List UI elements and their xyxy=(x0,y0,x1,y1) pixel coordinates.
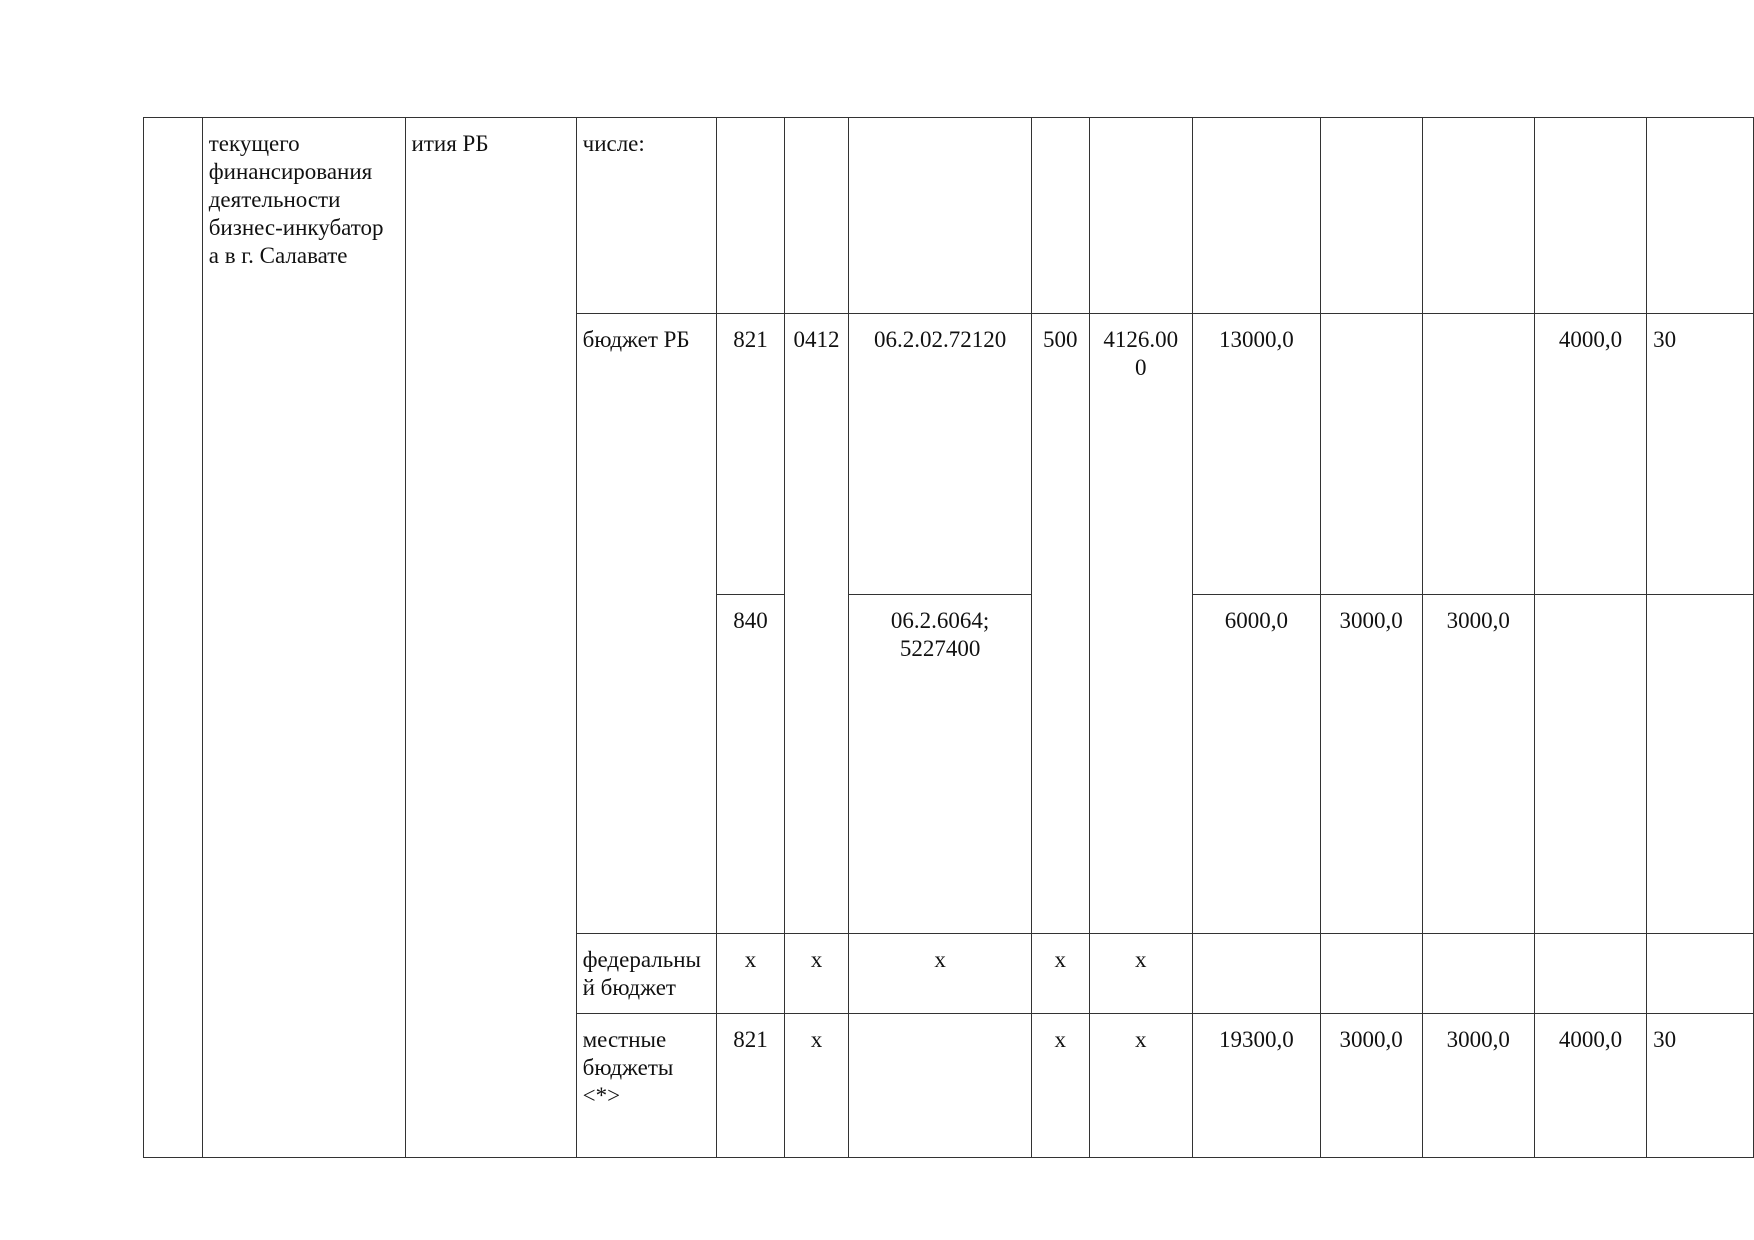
cell-year-1 xyxy=(1320,118,1422,314)
cell-year-4: 30 xyxy=(1647,1014,1754,1158)
cell-year-1: 3000,0 xyxy=(1320,1014,1422,1158)
cell-csr: х xyxy=(849,934,1032,1014)
cell-total: 6000,0 xyxy=(1193,595,1321,934)
cell-total: 13000,0 xyxy=(1193,314,1321,595)
cell-source: федеральны й бюджет xyxy=(576,934,717,1014)
cell-total xyxy=(1193,934,1321,1014)
cell-total: 19300,0 xyxy=(1193,1014,1321,1158)
cell-vr xyxy=(1032,118,1089,314)
cell-rzpr: х xyxy=(784,934,848,1014)
cell-code: х xyxy=(1089,1014,1192,1158)
cell-year-3: 4000,0 xyxy=(1534,1014,1646,1158)
cell-vr: 500 xyxy=(1032,314,1089,934)
cell-csr: 06.2.02.72120 xyxy=(849,314,1032,595)
cell-csr xyxy=(849,118,1032,314)
cell-year-4: 30 xyxy=(1647,314,1754,595)
cell-rzpr xyxy=(784,118,848,314)
cell-year-2: 3000,0 xyxy=(1422,595,1534,934)
table-row-intro xyxy=(144,118,1754,314)
cell-measure-name: текущего финансирования деятельности бизнес-инкубатор а в г. Салавате xyxy=(202,118,405,1158)
cell-source: числе: xyxy=(576,118,717,314)
cell-code xyxy=(1089,118,1192,314)
cell-year-1 xyxy=(1320,314,1422,595)
cell-year-1: 3000,0 xyxy=(1320,595,1422,934)
cell-year-2 xyxy=(1422,118,1534,314)
cell-year-4 xyxy=(1647,934,1754,1014)
cell-year-3 xyxy=(1534,934,1646,1014)
cell-code: 4126.00 0 xyxy=(1089,314,1192,934)
cell-vr: х xyxy=(1032,1014,1089,1158)
cell-source: бюджет РБ xyxy=(576,314,717,934)
cell-grbs: 821 xyxy=(717,314,785,595)
cell-grbs: 821 xyxy=(717,1014,785,1158)
cell-csr xyxy=(849,1014,1032,1158)
cell-year-2 xyxy=(1422,934,1534,1014)
budget-table xyxy=(143,117,1754,1158)
cell-year-4 xyxy=(1647,118,1754,314)
cell-vr: х xyxy=(1032,934,1089,1014)
cell-executor: ития РБ xyxy=(405,118,576,1158)
cell-csr: 06.2.6064; 5227400 xyxy=(849,595,1032,934)
cell-total xyxy=(1193,118,1321,314)
cell-year-2 xyxy=(1422,314,1534,595)
cell-source: местные бюджеты <*> xyxy=(576,1014,717,1158)
cell-rzpr: 0412 xyxy=(784,314,848,934)
cell-year-2: 3000,0 xyxy=(1422,1014,1534,1158)
cell-year-3 xyxy=(1534,595,1646,934)
cell-grbs xyxy=(717,118,785,314)
cell-rzpr: х xyxy=(784,1014,848,1158)
cell-year-4 xyxy=(1647,595,1754,934)
cell-code: х xyxy=(1089,934,1192,1014)
cell-number xyxy=(144,118,203,1158)
cell-year-3 xyxy=(1534,118,1646,314)
cell-grbs: 840 xyxy=(717,595,785,934)
cell-grbs: х xyxy=(717,934,785,1014)
cell-year-1 xyxy=(1320,934,1422,1014)
cell-year-3: 4000,0 xyxy=(1534,314,1646,595)
